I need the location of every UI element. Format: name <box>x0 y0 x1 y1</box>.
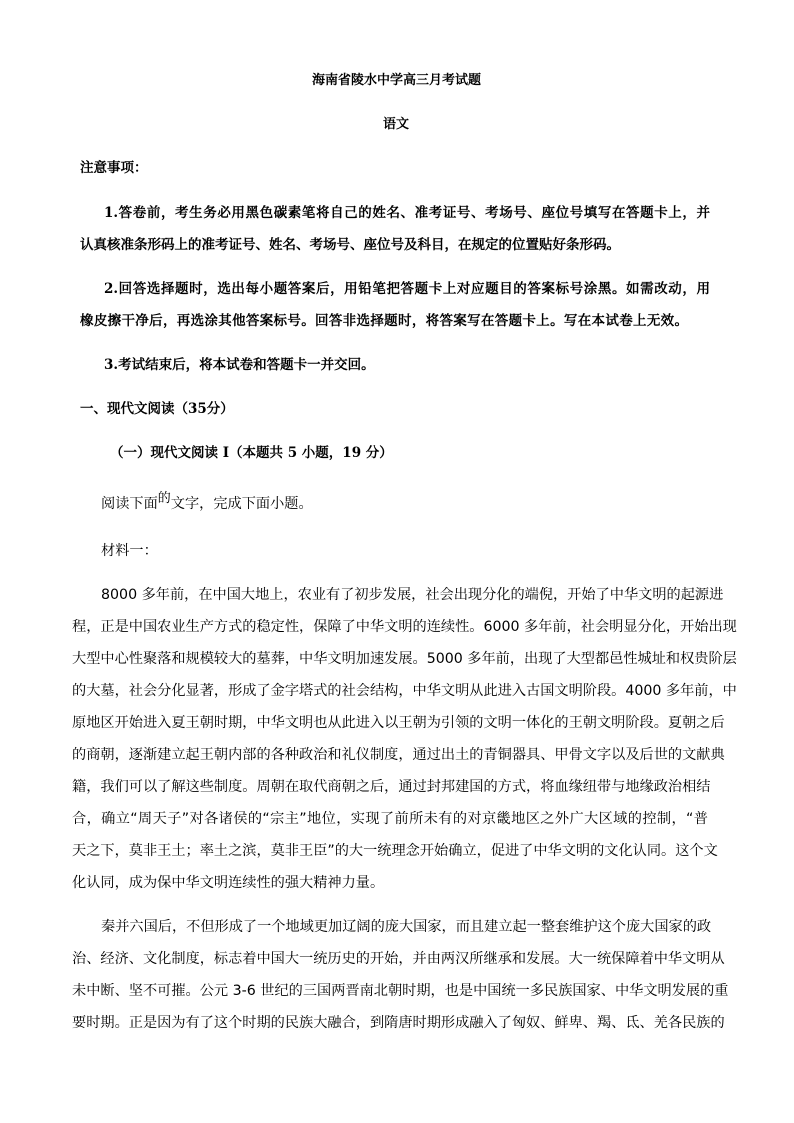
subject-heading: 语文 <box>383 117 410 132</box>
notice-item-2-line-2: 橡皮擦干净后，再选涂其他答案标号。回答非选择题时，将答案写在答题卡上。写在本试卷上无效。 <box>80 313 688 329</box>
notice-heading: 注意事项： <box>80 160 148 176</box>
instruction-text-start: 阅读下面 <box>101 496 158 512</box>
paragraph-1-line: 的大墓，社会分化显著，形成了金字塔式的社会结构，中华文明从此进入古国文明阶段。4000 多年前，中 <box>72 683 737 699</box>
reading-instruction <box>101 493 313 513</box>
paragraph-1-line: 8000 多年前，在中国大地上，农业有了初步发展，社会出现分化的端倪，开始了中华文明的起源进 <box>101 587 724 603</box>
paragraph-1-line: 程，正是中国农业生产方式的稳定性，保障了中华文明的连续性。6000 多年前，社会明显分化，开始出现 <box>72 619 737 635</box>
material-label: 材料一： <box>101 543 158 559</box>
instruction-superscript: 的 <box>157 491 171 506</box>
notice-item-1-line-2: 认真核准条形码上的准考证号、姓名、考场号、座位号及科目，在规定的位置贴好条形码。 <box>80 237 620 253</box>
paragraph-1-line: 化认同，成为保中华文明连续性的强大精神力量。 <box>72 875 385 891</box>
paragraph-1-line: 籍，我们可以了解这些制度。周朝在取代商朝之后，通过封邦建国的方式，将血缘纽带与地缘政治相结 <box>72 779 711 795</box>
instruction-text-end: 文字，完成下面小题。 <box>170 496 313 512</box>
paragraph-2-line: 治、经济、文化制度，标志着中国大一统历史的开始，并由两汉所继承和发展。大一统保障着中华文明从 <box>72 951 725 967</box>
notice-item-3: 3.考试结束后，将本试卷和答题卡一并交回。 <box>104 357 375 373</box>
notice-item-2-line-1: 2.回答选择题时，选出每小题答案后，用铅笔把答题卡上对应题目的答案标号涂黑。如需改动，用 <box>104 281 710 297</box>
paragraph-2-line: 要时期。正是因为有了这个时期的民族大融合，到隋唐时期形成融入了匈奴、鲜卑、羯、氐、羌各民族的 <box>72 1015 725 1031</box>
subsection-heading: （一）现代文阅读 I（本题共 5 小题，19 分） <box>110 445 393 461</box>
paragraph-2-line: 秦并六国后，不但形成了一个地域更加辽阔的庞大国家，而且建立起一整套维护这个庞大国家的政 <box>101 919 712 935</box>
paragraph-1-line: 原地区开始进入夏王朝时期，中华文明也从此进入以王朝为引领的文明一体化的王朝文明阶段。夏朝之后 <box>72 715 725 731</box>
section-heading: 一、现代文阅读（35分） <box>80 401 234 417</box>
paragraph-1-line: 的商朝，逐渐建立起王朝内部的各种政治和礼仪制度，通过出土的青铜器具、甲骨文字以及后世的文献典 <box>72 747 725 763</box>
paragraph-2-line: 未中断、坚不可摧。公元 3-6 世纪的三国两晋南北朝时期，也是中国统一多民族国家、中华文明发展的重 <box>72 983 729 999</box>
paragraph-1-line: 天之下，莫非王土；率土之滨，莫非王臣”的大一统理念开始确立，促进了中华文明的文化认同。这个文 <box>72 843 718 859</box>
document-title: 海南省陵水中学高三月考试题 <box>312 73 482 88</box>
notice-item-1-line-1: 1.答卷前，考生务必用黑色碳素笔将自己的姓名、准考证号、考场号、座位号填写在答题卡上，并 <box>104 205 710 221</box>
paragraph-1-line: 大型中心性聚落和规模较大的墓葬，中华文明加速发展。5000 多年前，出现了大型都邑性城址和权贵阶层 <box>72 651 737 667</box>
paragraph-1-line: 合，确立“周天子”对各诸侯的“宗主”地位，实现了前所未有的对京畿地区之外广大区域的控制，“普 <box>72 811 708 827</box>
